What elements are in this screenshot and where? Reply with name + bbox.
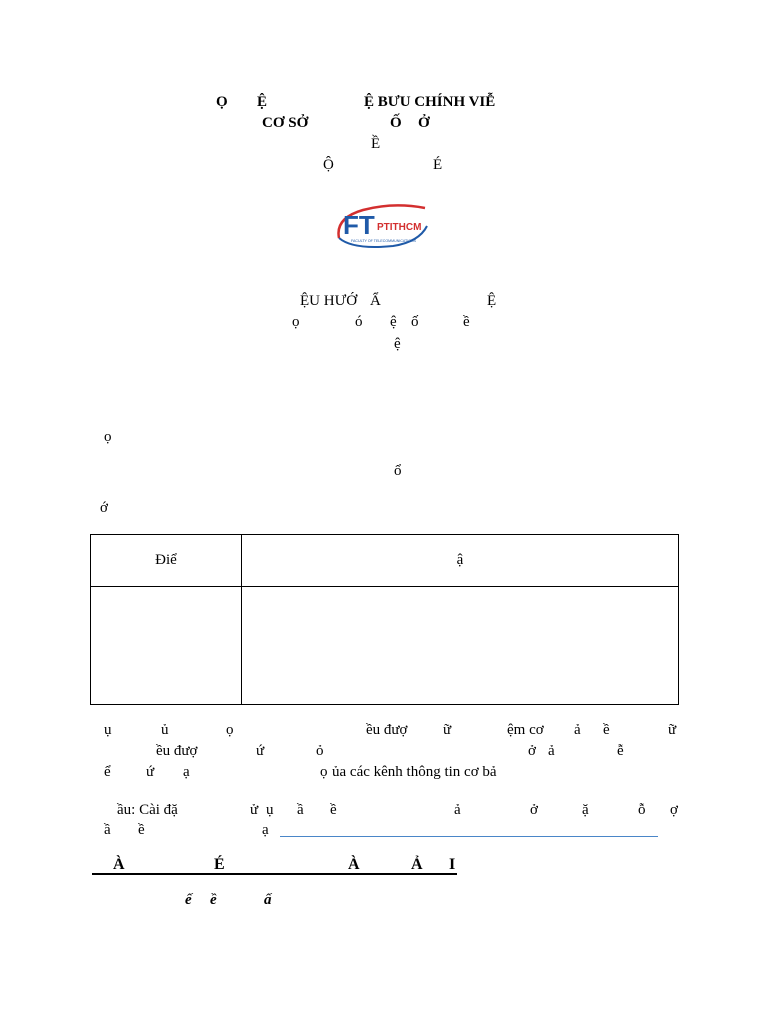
r1-seg2: ụ	[266, 802, 274, 818]
header-line4-left: Ộ	[323, 157, 334, 173]
logo-mark: FT	[343, 210, 375, 240]
h-seg1: É	[214, 856, 225, 873]
header-line3: Ề	[371, 136, 381, 152]
s-seg1: ề	[210, 892, 217, 908]
comment-header-cell	[242, 535, 679, 587]
header-line1-left: Ọ	[216, 94, 228, 110]
r1-seg5: ả	[454, 802, 461, 818]
comment-header: ậ	[456, 552, 464, 568]
title-line2-a: ọ	[292, 314, 300, 330]
title-line1-b: Ẩ	[370, 293, 381, 309]
table-header-row	[91, 535, 679, 587]
requirement-link-underline[interactable]	[280, 836, 658, 837]
comment-value-cell[interactable]	[242, 587, 679, 705]
score-header-cell	[91, 535, 242, 587]
logo-tagline: FACULTY OF TELECOMMUNICATIONS	[351, 239, 417, 243]
r1-seg1: ử	[250, 802, 259, 818]
r2-seg0: ầ	[104, 822, 111, 838]
p3-seg1: ứ	[146, 764, 155, 780]
p2-seg4: ả	[548, 743, 555, 759]
ptithcm-logo	[333, 198, 431, 254]
h-seg2: À	[348, 856, 360, 873]
table-body-row	[91, 587, 679, 705]
p1-seg4: ữ	[443, 722, 452, 738]
r2-seg1: ề	[138, 822, 145, 838]
r1-seg3: ầ	[297, 802, 304, 818]
r2-seg2: ạ	[262, 822, 269, 838]
r1-seg0: ầu: Cài đặ	[117, 802, 178, 818]
title-line2-d: ố	[411, 314, 419, 330]
r1-seg6: ở	[530, 802, 538, 818]
p1-seg6: ả	[574, 722, 581, 738]
title-line1-a: ỆU HƯỚ	[300, 293, 358, 309]
logo-graphic	[333, 198, 431, 254]
logo-name: PTITHCM	[377, 222, 422, 233]
h-seg3: Ả	[411, 856, 423, 873]
p3-seg4: ủa các kênh thông tin cơ bả	[332, 764, 497, 780]
h-seg4: I	[449, 856, 456, 873]
s-seg0: ế	[185, 892, 192, 908]
r1-seg7: ặ	[582, 802, 589, 818]
p3-seg3: ọ	[320, 764, 328, 780]
p1-seg2: ọ	[226, 722, 234, 738]
info-line1: ọ	[104, 429, 112, 445]
score-value-cell[interactable]	[91, 587, 242, 705]
p3-seg0: ể	[104, 764, 111, 780]
p2-seg3: ở	[528, 743, 536, 759]
p2-seg0: ều đượ	[156, 743, 198, 759]
r1-seg4: ề	[330, 802, 337, 818]
p1-seg8: ữ	[668, 722, 677, 738]
p3-seg2: ạ	[183, 764, 190, 780]
title-line2-e: ề	[463, 314, 470, 330]
p1-seg3: ều đượ	[366, 722, 408, 738]
r1-seg9: ợ	[670, 802, 678, 818]
title-line1-c: Ệ	[487, 293, 497, 309]
score-table	[90, 534, 679, 705]
header-line2-left: CƠ SỞ	[262, 115, 309, 131]
p2-seg2: ỏ	[316, 743, 324, 759]
title-line2-c: ệ	[390, 314, 397, 330]
p2-seg1: ứ	[256, 743, 265, 759]
p1-seg0: ụ	[104, 722, 112, 738]
p2-seg5: ễ	[617, 743, 624, 759]
r1-seg8: ỗ	[638, 802, 646, 818]
header-line1-mid: Ệ	[257, 94, 268, 110]
header-line2-mid: Ố	[390, 115, 402, 131]
header-line1-right: Ệ BƯU CHÍNH VIỄ	[364, 94, 496, 110]
title-line2-b: ó	[355, 314, 363, 330]
info-line2: ổ	[394, 463, 402, 479]
h-seg0: À	[113, 856, 125, 873]
info-line3: ớ	[100, 500, 108, 516]
header-line2-right: Ở	[418, 115, 430, 131]
section-heading-underline	[92, 873, 457, 875]
score-header: Điể	[155, 552, 177, 568]
s-seg2: ấ	[264, 892, 272, 908]
p1-seg5: ệm cơ	[507, 722, 544, 738]
p1-seg1: ủ	[161, 722, 169, 738]
p1-seg7: ề	[603, 722, 610, 738]
header-line4-right: É	[433, 157, 443, 173]
title-line3: ệ	[394, 336, 401, 352]
